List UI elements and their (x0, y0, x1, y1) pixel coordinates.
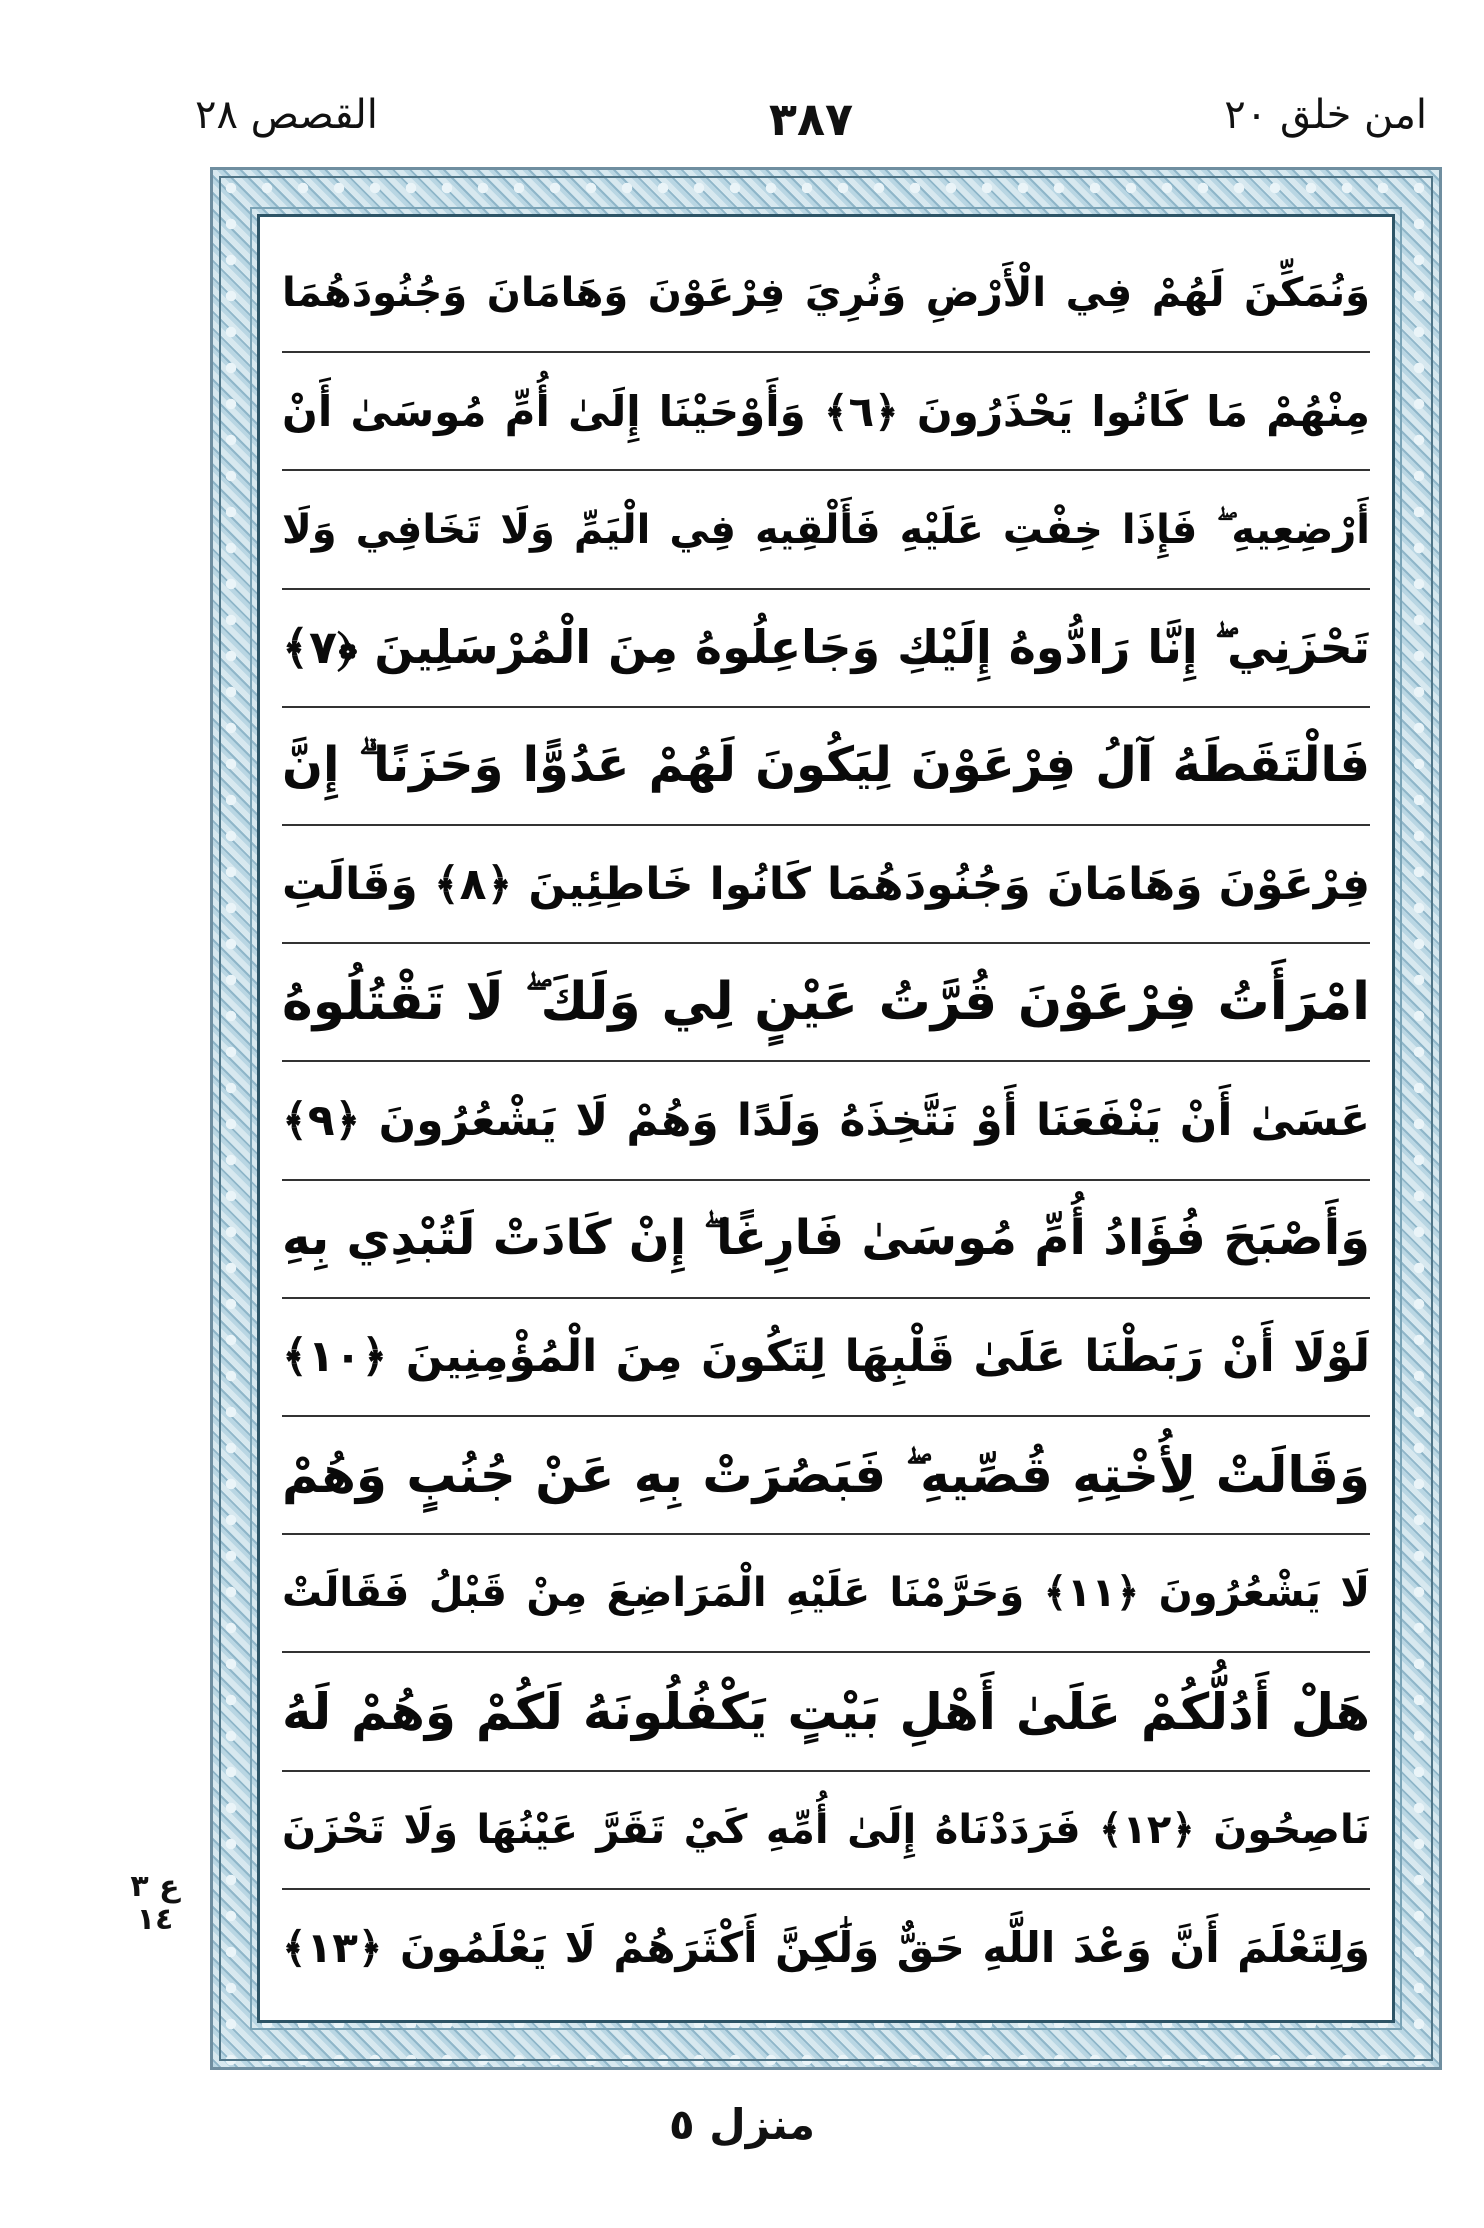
line-text: عَسَىٰ أَنْ يَنْفَعَنَا أَوْ نَتَّخِذَهُ وَلَدًا وَهُمْ لَا يَشْعُرُونَ ﴿٩﴾ (282, 1095, 1370, 1147)
line-text: هَلْ أَدُلُّكُمْ عَلَىٰ أَهْلِ بَيْتٍ يَكْفُلُونَهُ لَكُمْ وَهُمْ لَهُ (282, 1682, 1370, 1741)
line-text: تَحْزَنِي ۖ إِنَّا رَادُّوهُ إِلَيْكِ وَجَاعِلُوهُ مِنَ الْمُرْسَلِينَ ﴿٧﴾ (282, 619, 1370, 674)
text-line (282, 471, 1370, 589)
line-text: مِنْهُمْ مَا كَانُوا يَحْذَرُونَ ﴿٦﴾ وَأَوْحَيْنَا إِلَىٰ أُمِّ مُوسَىٰ أَنْ (282, 386, 1370, 436)
text-line (282, 1890, 1370, 2006)
text-line (282, 1417, 1370, 1535)
line-text: امْرَأَتُ فِرْعَوْنَ قُرَّتُ عَيْنٍ لِي وَلَكَ ۖ لَا تَقْتُلُوهُ (282, 971, 1370, 1032)
text-line (282, 1772, 1370, 1890)
line-text: فِرْعَوْنَ وَهَامَانَ وَجُنُودَهُمَا كَانُوا خَاطِئِينَ ﴿٨﴾ وَقَالَتِ (282, 858, 1370, 910)
text-line (282, 708, 1370, 826)
text-line (282, 590, 1370, 708)
text-line (282, 1181, 1370, 1299)
line-text: وَنُمَكِّنَ لَهُمْ فِي الْأَرْضِ وَنُرِيَ فِرْعَوْنَ وَهَامَانَ وَجُنُودَهُمَا (282, 270, 1370, 317)
text-line (282, 353, 1370, 471)
surah-label: القصص ٢٨ (195, 92, 378, 138)
text-line (282, 235, 1370, 353)
line-text: أَرْضِعِيهِ ۖ فَإِذَا خِفْتِ عَلَيْهِ فَأَلْقِيهِ فِي الْيَمِّ وَلَا تَخَافِي وَلَا (282, 506, 1370, 553)
page-number: ٣٨٧ (768, 92, 854, 146)
text-line (282, 1535, 1370, 1653)
line-text: وَأَصْبَحَ فُؤَادُ أُمِّ مُوسَىٰ فَارِغًا ۖ إِنْ كَادَتْ لَتُبْدِي بِهِ (282, 1210, 1370, 1267)
ornamental-border (210, 167, 1442, 2070)
text-line (282, 1653, 1370, 1771)
page-header (195, 92, 1427, 162)
text-line (282, 1062, 1370, 1180)
text-line (282, 826, 1370, 944)
ruku-marker: ع ٣ ١٤ (130, 1869, 180, 1937)
line-text: لَوْلَا أَنْ رَبَطْنَا عَلَىٰ قَلْبِهَا لِتَكُونَ مِنَ الْمُؤْمِنِينَ ﴿١٠﴾ (282, 1331, 1370, 1383)
line-text: لَا يَشْعُرُونَ ﴿١١﴾ وَحَرَّمْنَا عَلَيْهِ الْمَرَاضِعَ مِنْ قَبْلُ فَقَالَتْ (282, 1570, 1370, 1617)
text-panel (257, 214, 1395, 2023)
juz-label: امن خلق ٢٠ (1224, 92, 1427, 138)
line-text: فَالْتَقَطَهُ آلُ فِرْعَوْنَ لِيَكُونَ لَهُمْ عَدُوًّا وَحَزَنًا ۗ إِنَّ (282, 737, 1370, 794)
line-text: وَلِتَعْلَمَ أَنَّ وَعْدَ اللَّهِ حَقٌّ وَلَٰكِنَّ أَكْثَرَهُمْ لَا يَعْلَمُونَ ﴿١٣﴾ (282, 1923, 1370, 1973)
text-line (282, 1299, 1370, 1417)
line-text: نَاصِحُونَ ﴿١٢﴾ فَرَدَدْنَاهُ إِلَىٰ أُمِّهِ كَيْ تَقَرَّ عَيْنُهَا وَلَا تَحْزَنَ (282, 1806, 1370, 1853)
line-text: وَقَالَتْ لِأُخْتِهِ قُصِّيهِ ۖ فَبَصُرَتْ بِهِ عَنْ جُنُبٍ وَهُمْ (282, 1445, 1370, 1504)
text-line (282, 944, 1370, 1062)
manzil-label: منزل ٥ (669, 2100, 815, 2149)
